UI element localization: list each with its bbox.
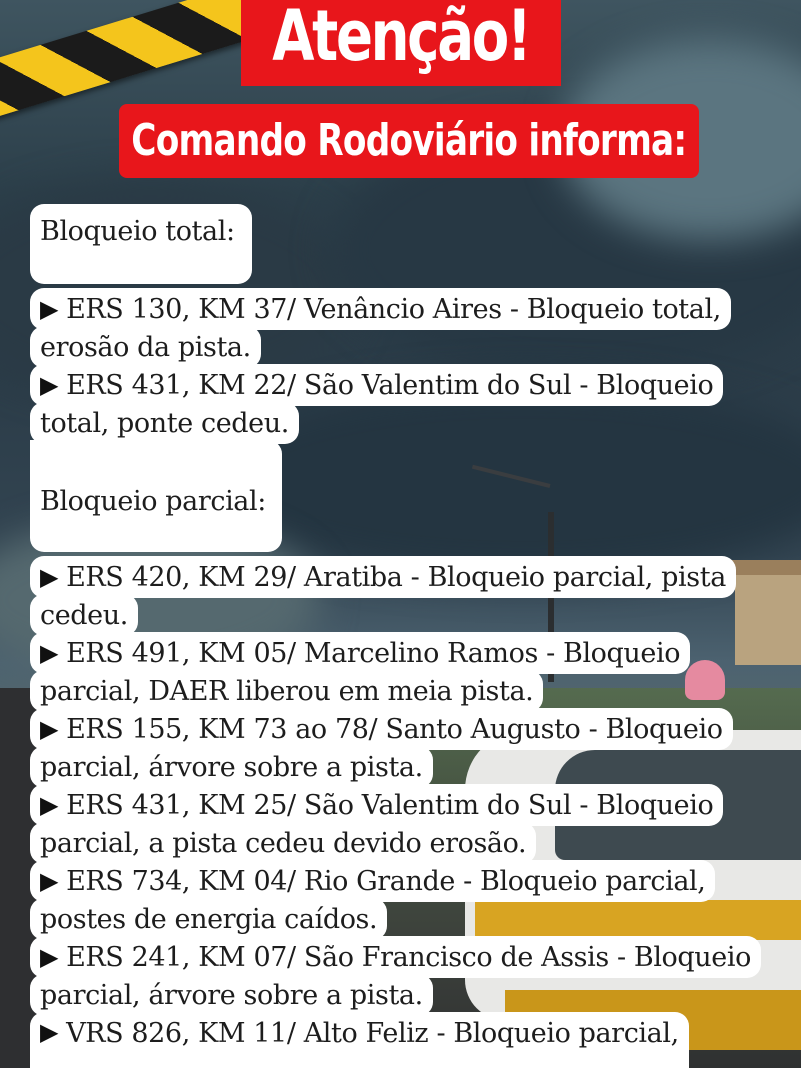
play-arrow-icon: ▶ <box>40 943 59 971</box>
list-item <box>30 632 690 674</box>
list-item-text: ERS 241, KM 07/ São Francisco de Assis - Bloqueio <box>66 941 751 973</box>
play-arrow-icon: ▶ <box>40 371 59 399</box>
list-item-text: parcial, DAER liberou em meia pista. <box>40 675 534 707</box>
list-item-text: ERS 491, KM 05/ Marcelino Ramos - Bloqueio <box>66 637 681 669</box>
list-item-text: ERS 130, KM 37/ Venâncio Aires - Bloqueio total, <box>66 293 721 325</box>
list-item <box>30 326 261 368</box>
list-item <box>30 594 138 636</box>
play-arrow-icon: ▶ <box>40 1018 59 1046</box>
list-item <box>30 784 723 826</box>
list-item-text: parcial, árvore sobre a pista. <box>40 979 423 1011</box>
list-item-text: ERS 431, KM 25/ São Valentim do Sul - Bloqueio <box>66 789 714 821</box>
list-item <box>30 974 433 1016</box>
list-item-text: parcial, árvore sobre a pista. <box>40 751 423 783</box>
play-arrow-icon: ▶ <box>40 639 59 667</box>
house <box>735 575 801 665</box>
list-item <box>30 898 387 940</box>
list-item <box>30 288 731 330</box>
play-arrow-icon: ▶ <box>40 715 59 743</box>
list-item-text: total, ponte cedeu. <box>40 407 289 439</box>
list-item <box>30 860 715 902</box>
list-item <box>30 1012 689 1068</box>
subtitle-banner <box>119 104 699 178</box>
play-arrow-icon: ▶ <box>40 867 59 895</box>
list-item-text: ERS 431, KM 22/ São Valentim do Sul - Bloqueio <box>66 369 714 401</box>
page-title: Atenção! <box>272 0 530 77</box>
play-arrow-icon: ▶ <box>40 791 59 819</box>
page-subtitle: Comando Rodoviário informa: <box>131 115 687 166</box>
list-item-text: postes de energia caídos. <box>40 903 378 935</box>
title-banner <box>241 0 561 86</box>
list-item <box>30 364 723 406</box>
list-item <box>30 670 543 712</box>
list-item-text: erosão da pista. <box>40 331 251 363</box>
list-item <box>30 556 736 598</box>
section-heading-partial: Bloqueio parcial: <box>30 480 276 522</box>
play-arrow-icon: ▶ <box>40 563 59 591</box>
list-item <box>30 822 536 864</box>
section-heading-total: Bloqueio total: <box>30 210 245 252</box>
play-arrow-icon: ▶ <box>40 295 59 323</box>
list-item-text: ERS 734, KM 04/ Rio Grande - Bloqueio parcial, <box>66 865 706 897</box>
list-item-text: parcial, a pista cedeu devido erosão. <box>40 827 527 859</box>
list-item <box>30 708 733 750</box>
list-item <box>30 402 299 444</box>
list-item-text: ERS 155, KM 73 ao 78/ Santo Augusto - Bloqueio <box>66 713 723 745</box>
list-item-text: cedeu. <box>40 599 128 631</box>
list-item <box>30 746 433 788</box>
list-item <box>30 936 761 978</box>
list-item-text: VRS 826, KM 11/ Alto Feliz - Bloqueio parcial, <box>66 1018 679 1049</box>
list-item-text: ERS 420, KM 29/ Aratiba - Bloqueio parcial, pista <box>66 561 726 593</box>
car-stripe <box>475 900 801 940</box>
